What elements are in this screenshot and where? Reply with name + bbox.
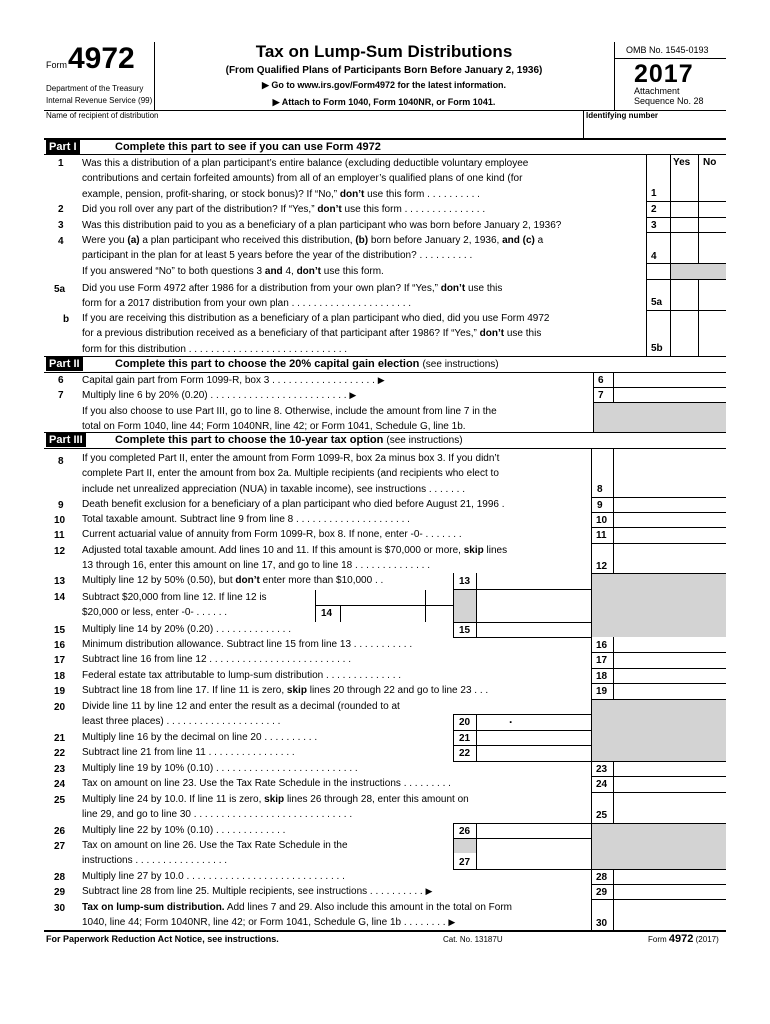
identifying-number-label: Identifying number: [586, 111, 658, 120]
line-11-text: Current actuarial value of annuity from Form 1099-R, box 8. If none, enter -0- . . . . . . .: [82, 529, 462, 540]
line-7-amount[interactable]: [614, 388, 725, 401]
line-4-number: 4: [58, 236, 64, 247]
form-title: Tax on Lump-Sum Distributions: [255, 42, 513, 61]
line-5b-number: b: [63, 314, 70, 325]
line-24-number: 24: [54, 779, 66, 790]
goto-instructions: ▶ Go to www.irs.gov/Form4972 for the latest information.: [261, 80, 507, 90]
box-20-label: 20: [459, 717, 471, 728]
line-26-number: 26: [54, 826, 66, 837]
part2-shaded: [594, 403, 726, 432]
line-10-amount[interactable]: [614, 513, 725, 526]
box-8-label: 8: [597, 484, 603, 495]
line-1-number: 1: [58, 158, 64, 169]
line-14-shaded: [454, 590, 476, 622]
line-30-amount[interactable]: [614, 915, 725, 929]
line-22-number: 22: [54, 748, 66, 759]
box-1-label: 1: [651, 188, 657, 199]
identifying-number-field[interactable]: [586, 122, 724, 137]
form-subtitle: (From Qualified Plans of Participants Born Before January 2, 1936): [225, 65, 543, 76]
box-18-label: 18: [596, 671, 608, 682]
line-1-text: Was this a distribution of a plan participant’s entire balance (excluding deductible voluntary employee contributions and certain forfeited amounts) from all of an employer’s qualified plans of one kind (for example, pension, profit-sharing, or stock bonus)? If “No,” don’t use this form . . . . . . . . . .: [82, 158, 529, 200]
line-5a-number: 5a: [54, 284, 66, 295]
line-23-text: Multiply line 19 by 10% (0.10) . . . . . . . . . . . . . . . . . . . . . . . . . .: [82, 763, 358, 774]
line-13-text: Multiply line 12 by 50% (0.50), but don’t enter more than $10,000 . .: [82, 575, 384, 586]
catalog-number: Cat. No. 13187U: [443, 935, 503, 944]
line-19-text: Subtract line 18 from line 17. If line 11 is zero, skip lines 20 through 22 and go to line 23 . . .: [82, 685, 489, 696]
box-22-label: 22: [459, 748, 471, 759]
line-6-text: Capital gain part from Form 1099-R, box 3 . . . . . . . . . . . . . . . . . . . ▶: [82, 375, 385, 386]
box-11-label: 11: [596, 530, 607, 541]
part1-tag: Part I: [46, 140, 80, 154]
line-20-decimal-point: .: [509, 712, 513, 726]
part2-title: Complete this part to choose the 20% capital gain election (see instructions): [115, 358, 499, 370]
line-11-number: 11: [54, 530, 65, 541]
box-14-label: 14: [321, 608, 333, 619]
line-4-text: Were you (a) a plan participant who received this distribution, (b) born before January 2, 1936, and (c) a participant in the plan for at least 5 years before the year of the distribution? . . . . . . . . . . If you answered “No” to both questions 3 and 4, don’t use this form.: [82, 235, 544, 277]
attachment-label: Attachment: [634, 86, 680, 96]
attach-instructions: ▶ Attach to Form 1040, Form 1040NR, or Form 1041.: [272, 97, 496, 107]
box-17-label: 17: [596, 655, 608, 666]
line-18-number: 18: [54, 671, 66, 682]
line-20-text: Divide line 11 by line 12 and enter the result as a decimal (rounded to at least three places) . . . . . . . . . . . . . . . . . . . . .: [82, 701, 400, 728]
line-9-number: 9: [58, 500, 64, 511]
line-17-text: Subtract line 16 from line 12 . . . . . . . . . . . . . . . . . . . . . . . . . .: [82, 654, 351, 665]
form-label: Form: [46, 60, 67, 70]
irs-name: Internal Revenue Service (99): [46, 96, 153, 105]
box-25-label: 25: [596, 810, 608, 821]
part2-note: If you also choose to use Part III, go to line 8. Otherwise, include the amount from line 7 in the total on Form 1040, line 44; Form 1040NR, line 42; or Form 1041, Schedule G, line 1b.: [82, 406, 497, 433]
line-3-text: Was this distribution paid to you as a beneficiary of a plan participant who was born before January 2, 1936?: [82, 220, 562, 231]
line-21-number: 21: [54, 733, 66, 744]
line-29-text: Subtract line 28 from line 25. Multiple recipients, see instructions . . . . . . . . . . ▶: [82, 886, 433, 897]
box-19-label: 19: [596, 686, 608, 697]
box-10-label: 10: [596, 515, 608, 526]
part3-tag: Part III: [46, 433, 86, 447]
tax-year: 2017: [634, 60, 694, 88]
box-24-label: 24: [596, 779, 608, 790]
line-22-text: Subtract line 21 from line 11 . . . . . . . . . . . . . . . .: [82, 747, 295, 758]
line-30-number: 30: [54, 903, 66, 914]
yes-column-header: Yes: [673, 157, 691, 168]
box-30-label: 30: [596, 918, 608, 929]
line-27-number: 27: [54, 841, 66, 852]
line-12-text: Adjusted total taxable amount. Add lines 10 and 11. If this amount is $70,000 or more, skip lines 13 through 16, enter this amount on line 17, and go to line 18 . . . . . . . . . . . . . .: [82, 545, 508, 572]
box-5b-label: 5b: [651, 343, 663, 354]
line-10-number: 10: [54, 515, 66, 526]
line-7-text: Multiply line 6 by 20% (0.20) . . . . . . . . . . . . . . . . . . . . . . . . . ▶: [82, 390, 357, 401]
line-12-amount[interactable]: [614, 558, 725, 572]
box-7-label: 7: [598, 390, 604, 401]
line-15-number: 15: [54, 625, 66, 636]
line-23-number: 23: [54, 764, 66, 775]
box-21-label: 21: [459, 733, 471, 744]
line-12-number: 12: [54, 546, 66, 557]
line-8-text: If you completed Part II, enter the amount from Form 1099-R, box 2a minus box 3. If you didn’t complete Part II, enter the amount from box 2a. Multiple recipients (and recipients who elect to include net unrealized appreciation (NUA) in taxable income), see instructions . . . . . . .: [82, 453, 500, 495]
part2-tag: Part II: [46, 357, 83, 371]
footer-form-id: Form 4972 (2017): [648, 933, 719, 945]
line-8-number: 8: [58, 456, 64, 467]
part3-right-shaded: [592, 573, 726, 637]
box-15-label: 15: [459, 625, 471, 636]
box-6-label: 6: [598, 375, 604, 386]
box-12-label: 12: [596, 561, 608, 572]
line-9-amount[interactable]: [614, 498, 725, 511]
line-8-amount[interactable]: [614, 482, 725, 496]
line-7-number: 7: [58, 390, 64, 401]
box-23-label: 23: [596, 764, 608, 775]
line-2-number: 2: [58, 204, 64, 215]
box-16-label: 16: [596, 640, 608, 651]
line-9-text: Death benefit exclusion for a beneficiary of a plan participant who died before August 21, 1996 .: [82, 499, 505, 510]
part1-title: Complete this part to see if you can use Form 4972: [115, 141, 381, 153]
line-5a-text: Did you use Form 4972 after 1986 for a distribution from your own plan? If “Yes,” don’t use this form for a 2017 distribution from your own plan . . . . . . . . . . . . . . . . . . . . . .: [82, 283, 503, 310]
line-21-text: Multiply line 16 by the decimal on line 20 . . . . . . . . . .: [82, 732, 318, 743]
line-16-amount[interactable]: [614, 638, 725, 651]
part3-right-shaded-2: [592, 699, 726, 761]
line-30-text: Tax on lump-sum distribution. Add lines 7 and 29. Also include this amount in the total on Form 1040, line 44; Form 1040NR, line 42; or Form 1041, Schedule G, line 1b . . . . . . . . ▶: [82, 902, 512, 929]
line-16-text: Minimum distribution allowance. Subtract line 15 from line 13 . . . . . . . . . . .: [82, 639, 413, 650]
line-15-text: Multiply line 14 by 20% (0.20) . . . . . . . . . . . . . .: [82, 624, 291, 635]
form-number: 4972: [68, 42, 135, 75]
line-28-text: Multiply line 27 by 10.0 . . . . . . . . . . . . . . . . . . . . . . . . . . . . .: [82, 871, 345, 882]
box-27-label: 27: [459, 857, 471, 868]
line-29-number: 29: [54, 887, 66, 898]
box-2-label: 2: [651, 204, 657, 215]
line-3-number: 3: [58, 220, 64, 231]
line-14-text: Subtract $20,000 from line 12. If line 12 is $20,000 or less, enter -0- . . . . . .: [82, 592, 267, 619]
line-14-number: 14: [54, 592, 66, 603]
sequence-number: Sequence No. 28: [634, 96, 704, 106]
line-13-number: 13: [54, 576, 66, 587]
line-26-text: Multiply line 22 by 10% (0.10) . . . . . . . . . . . . .: [82, 825, 286, 836]
part3-right-shaded-3: [592, 823, 726, 869]
no-column-header: No: [703, 157, 717, 168]
box-29-label: 29: [596, 887, 608, 898]
box-13-label: 13: [459, 576, 471, 587]
box-26-label: 26: [459, 826, 471, 837]
line-2-text: Did you roll over any part of the distribution? If “Yes,” don’t use this form . . . . . . . . . . . . . . .: [82, 204, 486, 215]
line-28-number: 28: [54, 872, 66, 883]
omb-number: OMB No. 1545-0193: [626, 45, 709, 55]
line-11-amount[interactable]: [614, 528, 725, 542]
line-18-text: Federal estate tax attributable to lump-sum distribution . . . . . . . . . . . . . .: [82, 670, 402, 681]
line-27-text: Tax on amount on line 26. Use the Tax Rate Schedule in the instructions . . . . . . . . . . . . . . . . .: [82, 840, 348, 867]
paperwork-notice: For Paperwork Reduction Act Notice, see instructions.: [46, 934, 279, 944]
box-4-label: 4: [651, 251, 657, 262]
line-10-text: Total taxable amount. Subtract line 9 from line 8 . . . . . . . . . . . . . . . . . . . . .: [82, 514, 410, 525]
box-5a-label: 5a: [651, 297, 663, 308]
box-3-label: 3: [651, 220, 657, 231]
line-16-number: 16: [54, 640, 66, 651]
department-name: Department of the Treasury: [46, 84, 144, 93]
box-28-label: 28: [596, 872, 608, 883]
recipient-name-field[interactable]: [45, 122, 581, 137]
line-24-text: Tax on amount on line 23. Use the Tax Rate Schedule in the instructions . . . . . . . . .: [82, 778, 451, 789]
line-20-number: 20: [54, 702, 66, 713]
line-25-text: Multiply line 24 by 10.0. If line 11 is zero, skip lines 26 through 28, enter this amount on line 29, and go to line 30 . . . . . . . . . . . . . . . . . . . . . . . . . . . . .: [82, 794, 469, 821]
part3-title: Complete this part to choose the 10-year tax option (see instructions): [115, 434, 463, 446]
line-25-number: 25: [54, 795, 66, 806]
line-19-number: 19: [54, 686, 66, 697]
line-5b-text: If you are receiving this distribution as a beneficiary of a plan participant who died, did you use Form 4972 for a previous distribution received as a beneficiary of that participant after 1986? If “Yes,” don’t use this form for this distribution . . . . . . . . . . . . . . . . . . . . . . . . . . . . .: [82, 313, 550, 355]
line-4-shaded: [671, 264, 726, 279]
line-6-amount[interactable]: [614, 373, 725, 386]
name-label: Name of recipient of distribution: [46, 111, 159, 120]
line-6-number: 6: [58, 375, 64, 386]
box-9-label: 9: [597, 500, 603, 511]
line-17-number: 17: [54, 655, 66, 666]
line-27-shaded: [454, 839, 476, 853]
